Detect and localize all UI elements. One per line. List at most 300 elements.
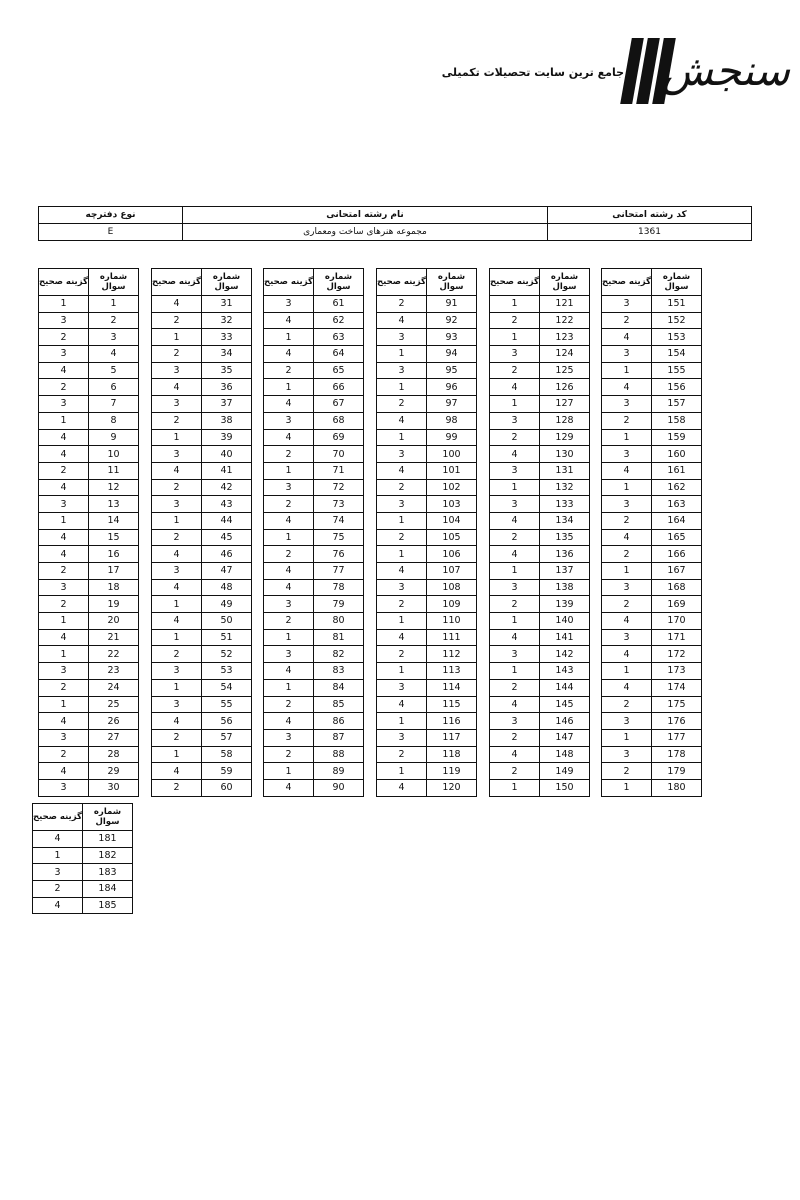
table-row: [39, 462, 139, 479]
correct-answer: 3: [264, 729, 314, 746]
table-row: [152, 629, 252, 646]
table-row: [377, 346, 477, 363]
table-row: [39, 312, 139, 329]
correct-answer: 4: [602, 679, 652, 696]
question-number-header: شماره سوال: [427, 269, 477, 296]
table-row: [152, 462, 252, 479]
table-row: [264, 696, 364, 713]
question-number: 155: [652, 362, 702, 379]
answer-table: [151, 268, 252, 797]
table-row: [39, 679, 139, 696]
correct-answer: 3: [264, 596, 314, 613]
correct-answer: 1: [377, 663, 427, 680]
table-row: [152, 546, 252, 563]
correct-answer: 4: [602, 646, 652, 663]
correct-answer: 3: [152, 663, 202, 680]
correct-answer: 4: [490, 746, 540, 763]
correct-answer: 3: [377, 679, 427, 696]
table-row: [377, 679, 477, 696]
correct-answer: 3: [39, 729, 89, 746]
question-number: 167: [652, 563, 702, 580]
question-number: 164: [652, 512, 702, 529]
correct-answer: 4: [33, 831, 83, 848]
question-number: 37: [202, 396, 252, 413]
correct-answer: 4: [264, 312, 314, 329]
table-row: [152, 396, 252, 413]
correct-answer: 2: [602, 546, 652, 563]
question-number: 61: [314, 296, 364, 313]
table-row: [39, 496, 139, 513]
question-number: 85: [314, 696, 364, 713]
exam-info-table: [38, 206, 752, 241]
table-row: [264, 429, 364, 446]
table-row: [377, 696, 477, 713]
question-number: 89: [314, 763, 364, 780]
correct-answer: 4: [39, 529, 89, 546]
correct-answer: 4: [152, 379, 202, 396]
correct-answer: 4: [377, 629, 427, 646]
question-number: 126: [540, 379, 590, 396]
correct-answer: 1: [490, 563, 540, 580]
question-number: 166: [652, 546, 702, 563]
question-number: 118: [427, 746, 477, 763]
question-number: 124: [540, 346, 590, 363]
question-number: 174: [652, 679, 702, 696]
question-number: 103: [427, 496, 477, 513]
correct-answer: 1: [264, 763, 314, 780]
table-row: [602, 296, 702, 313]
correct-answer: 4: [152, 546, 202, 563]
correct-answer: 4: [39, 429, 89, 446]
table-row: [490, 779, 590, 796]
exam-name-header: نام رشته امتحانی: [183, 207, 548, 224]
question-number: 63: [314, 329, 364, 346]
question-number: 141: [540, 629, 590, 646]
table-row: [602, 496, 702, 513]
table-row: [33, 864, 133, 881]
question-number: 110: [427, 613, 477, 630]
table-row: [377, 529, 477, 546]
correct-answer: 2: [490, 362, 540, 379]
correct-answer: 1: [152, 746, 202, 763]
question-number: 57: [202, 729, 252, 746]
question-number: 73: [314, 496, 364, 513]
table-row: [264, 729, 364, 746]
table-row: [152, 613, 252, 630]
table-row: [152, 679, 252, 696]
question-number: 123: [540, 329, 590, 346]
table-row: [490, 579, 590, 596]
table-row: [264, 312, 364, 329]
question-number: 24: [89, 679, 139, 696]
booklet-type-header: نوع دفترچه: [39, 207, 183, 224]
correct-answer: 1: [490, 663, 540, 680]
table-row: [377, 362, 477, 379]
question-number: 59: [202, 763, 252, 780]
table-row: [377, 329, 477, 346]
question-number: 162: [652, 479, 702, 496]
table-row: [264, 396, 364, 413]
question-number: 163: [652, 496, 702, 513]
table-row: [39, 479, 139, 496]
correct-answer: 4: [152, 579, 202, 596]
question-number: 161: [652, 462, 702, 479]
question-number: 156: [652, 379, 702, 396]
question-number: 76: [314, 546, 364, 563]
table-row: [264, 529, 364, 546]
question-number: 6: [89, 379, 139, 396]
question-number: 153: [652, 329, 702, 346]
question-number: 48: [202, 579, 252, 596]
table-row: [490, 746, 590, 763]
correct-answer: 2: [152, 646, 202, 663]
correct-answer: 4: [152, 763, 202, 780]
table-row: [490, 429, 590, 446]
question-number-header: شماره سوال: [314, 269, 364, 296]
question-number-header: شماره سوال: [652, 269, 702, 296]
question-number: 101: [427, 462, 477, 479]
table-row: [152, 479, 252, 496]
table-row: [377, 713, 477, 730]
correct-answer: 3: [152, 396, 202, 413]
question-number: 178: [652, 746, 702, 763]
question-number: 119: [427, 763, 477, 780]
question-number: 68: [314, 412, 364, 429]
table-row: [602, 679, 702, 696]
correct-answer: 3: [39, 579, 89, 596]
table-row: [490, 412, 590, 429]
question-number: 74: [314, 512, 364, 529]
correct-answer: 4: [377, 312, 427, 329]
table-row: [264, 646, 364, 663]
table-row: [39, 663, 139, 680]
correct-answer: 2: [490, 529, 540, 546]
correct-answer: 1: [33, 847, 83, 864]
table-row: [490, 663, 590, 680]
table-row: [602, 379, 702, 396]
table-row: [602, 329, 702, 346]
question-number: 182: [83, 847, 133, 864]
question-number: 21: [89, 629, 139, 646]
table-row: [490, 679, 590, 696]
correct-answer-header: گزینه صحیح: [490, 269, 540, 296]
correct-answer: 1: [377, 429, 427, 446]
correct-answer: 4: [39, 546, 89, 563]
correct-answer: 1: [377, 512, 427, 529]
question-number: 43: [202, 496, 252, 513]
table-row: [377, 579, 477, 596]
correct-answer: 2: [377, 596, 427, 613]
question-number: 109: [427, 596, 477, 613]
question-number: 35: [202, 362, 252, 379]
question-number-header: شماره سوال: [540, 269, 590, 296]
question-number: 12: [89, 479, 139, 496]
correct-answer: 4: [152, 713, 202, 730]
correct-answer: 4: [490, 546, 540, 563]
correct-answer-header: گزینه صحیح: [602, 269, 652, 296]
question-number: 100: [427, 446, 477, 463]
table-row: [264, 613, 364, 630]
table-row: [602, 429, 702, 446]
question-number: 10: [89, 446, 139, 463]
table-row: [33, 847, 133, 864]
correct-answer: 1: [152, 429, 202, 446]
table-row: [377, 412, 477, 429]
table-row: [152, 746, 252, 763]
table-row: [152, 429, 252, 446]
table-row: [490, 696, 590, 713]
table-row: [152, 563, 252, 580]
answer-table-header: [152, 269, 252, 296]
table-row: [377, 512, 477, 529]
logo-brand: سنجش: [661, 46, 790, 95]
question-number: 183: [83, 864, 133, 881]
correct-answer: 3: [39, 779, 89, 796]
correct-answer: 3: [602, 579, 652, 596]
table-row: [602, 446, 702, 463]
correct-answer: 3: [490, 462, 540, 479]
correct-answer: 1: [490, 396, 540, 413]
answer-table: [601, 268, 702, 797]
question-number: 96: [427, 379, 477, 396]
correct-answer: 2: [264, 546, 314, 563]
correct-answer: 2: [264, 446, 314, 463]
table-row: [377, 746, 477, 763]
correct-answer: 3: [264, 646, 314, 663]
table-row: [39, 379, 139, 396]
question-number: 28: [89, 746, 139, 763]
correct-answer: 4: [264, 396, 314, 413]
correct-answer: 4: [264, 663, 314, 680]
table-row: [490, 396, 590, 413]
question-number: 45: [202, 529, 252, 546]
table-row: [152, 446, 252, 463]
question-number: 8: [89, 412, 139, 429]
table-row: [152, 696, 252, 713]
correct-answer: 1: [264, 679, 314, 696]
table-row: [602, 696, 702, 713]
table-row: [152, 412, 252, 429]
correct-answer: 4: [152, 296, 202, 313]
table-row: [602, 779, 702, 796]
question-number: 47: [202, 563, 252, 580]
table-row: [602, 512, 702, 529]
table-row: [39, 329, 139, 346]
table-row: [377, 729, 477, 746]
question-number: 23: [89, 663, 139, 680]
correct-answer: 2: [152, 346, 202, 363]
table-row: [152, 512, 252, 529]
correct-answer: 4: [602, 379, 652, 396]
table-row: [602, 596, 702, 613]
question-number: 91: [427, 296, 477, 313]
question-number: 157: [652, 396, 702, 413]
correct-answer: 2: [602, 763, 652, 780]
table-row: [377, 546, 477, 563]
correct-answer: 2: [39, 462, 89, 479]
correct-answer: 3: [602, 346, 652, 363]
correct-answer: 2: [264, 496, 314, 513]
question-number: 97: [427, 396, 477, 413]
table-row: [264, 512, 364, 529]
question-number: 26: [89, 713, 139, 730]
question-number: 120: [427, 779, 477, 796]
table-row: [602, 646, 702, 663]
table-row: [39, 746, 139, 763]
answer-table: [376, 268, 477, 797]
correct-answer: 3: [39, 312, 89, 329]
table-row: [33, 897, 133, 914]
table-row: [377, 479, 477, 496]
question-number: 44: [202, 512, 252, 529]
correct-answer: 1: [602, 362, 652, 379]
question-number: 17: [89, 563, 139, 580]
table-row: [264, 713, 364, 730]
question-number: 36: [202, 379, 252, 396]
question-number: 139: [540, 596, 590, 613]
question-number: 62: [314, 312, 364, 329]
answer-table-header: [490, 269, 590, 296]
table-row: [264, 379, 364, 396]
question-number: 102: [427, 479, 477, 496]
question-number: 135: [540, 529, 590, 546]
question-number: 41: [202, 462, 252, 479]
correct-answer: 4: [33, 897, 83, 914]
question-number: 34: [202, 346, 252, 363]
correct-answer: 2: [377, 529, 427, 546]
table-row: [377, 663, 477, 680]
correct-answer: 3: [602, 629, 652, 646]
correct-answer: 2: [152, 729, 202, 746]
correct-answer: 1: [152, 512, 202, 529]
correct-answer: 1: [602, 779, 652, 796]
table-row: [602, 546, 702, 563]
table-row: [39, 613, 139, 630]
correct-answer: 2: [264, 362, 314, 379]
correct-answer: 4: [490, 379, 540, 396]
table-row: [377, 629, 477, 646]
correct-answer: 4: [264, 779, 314, 796]
question-number: 29: [89, 763, 139, 780]
table-row: [602, 713, 702, 730]
correct-answer: 4: [264, 563, 314, 580]
question-number: 3: [89, 329, 139, 346]
table-row: [39, 563, 139, 580]
correct-answer: 1: [377, 713, 427, 730]
table-row: [264, 362, 364, 379]
table-row: [377, 596, 477, 613]
question-number: 69: [314, 429, 364, 446]
question-number: 145: [540, 696, 590, 713]
correct-answer: 1: [39, 646, 89, 663]
table-row: [39, 546, 139, 563]
table-row: [264, 446, 364, 463]
table-row: [602, 312, 702, 329]
table-row: [377, 563, 477, 580]
correct-answer: 2: [264, 696, 314, 713]
correct-answer: 2: [39, 329, 89, 346]
question-number: 151: [652, 296, 702, 313]
question-number: 169: [652, 596, 702, 613]
table-row: [39, 696, 139, 713]
correct-answer: 4: [39, 446, 89, 463]
table-row: [377, 496, 477, 513]
question-number: 128: [540, 412, 590, 429]
question-number: 106: [427, 546, 477, 563]
table-row: [152, 379, 252, 396]
correct-answer: 1: [602, 429, 652, 446]
question-number: 115: [427, 696, 477, 713]
question-number: 77: [314, 563, 364, 580]
answer-table-header: [33, 804, 133, 831]
exam-name-value: مجموعه هنرهای ساخت ومعماری: [183, 224, 548, 241]
question-number: 176: [652, 713, 702, 730]
correct-answer: 3: [490, 412, 540, 429]
table-row: [264, 596, 364, 613]
table-row: [490, 713, 590, 730]
table-row: [377, 429, 477, 446]
correct-answer: 3: [490, 346, 540, 363]
question-number: 132: [540, 479, 590, 496]
table-row: [152, 296, 252, 313]
table-row: [39, 362, 139, 379]
answer-table: [489, 268, 590, 797]
correct-answer: 1: [264, 529, 314, 546]
correct-answer: 3: [490, 496, 540, 513]
exam-info-header-row: [39, 207, 752, 224]
correct-answer: 4: [39, 629, 89, 646]
table-row: [377, 446, 477, 463]
correct-answer: 3: [152, 696, 202, 713]
exam-code-value: 1361: [548, 224, 752, 241]
question-number: 111: [427, 629, 477, 646]
table-row: [264, 779, 364, 796]
correct-answer: 1: [377, 346, 427, 363]
correct-answer: 3: [377, 362, 427, 379]
table-row: [39, 396, 139, 413]
answer-table-header: [39, 269, 139, 296]
correct-answer-header: گزینه صحیح: [264, 269, 314, 296]
question-number: 171: [652, 629, 702, 646]
table-row: [39, 579, 139, 596]
question-number: 88: [314, 746, 364, 763]
question-number: 114: [427, 679, 477, 696]
question-number: 98: [427, 412, 477, 429]
question-number: 53: [202, 663, 252, 680]
correct-answer: 2: [264, 613, 314, 630]
table-row: [152, 729, 252, 746]
question-number: 90: [314, 779, 364, 796]
correct-answer: 4: [602, 529, 652, 546]
correct-answer: 2: [490, 429, 540, 446]
correct-answer: 4: [377, 412, 427, 429]
question-number: 147: [540, 729, 590, 746]
table-row: [152, 779, 252, 796]
question-number: 7: [89, 396, 139, 413]
correct-answer: 1: [377, 379, 427, 396]
table-row: [264, 679, 364, 696]
correct-answer: 4: [490, 629, 540, 646]
answer-table: [38, 268, 139, 797]
table-row: [490, 529, 590, 546]
correct-answer: 3: [490, 646, 540, 663]
correct-answer: 1: [152, 596, 202, 613]
question-number: 121: [540, 296, 590, 313]
correct-answer: 3: [152, 362, 202, 379]
correct-answer: 2: [602, 596, 652, 613]
question-number: 25: [89, 696, 139, 713]
correct-answer-header: گزینه صحیح: [39, 269, 89, 296]
